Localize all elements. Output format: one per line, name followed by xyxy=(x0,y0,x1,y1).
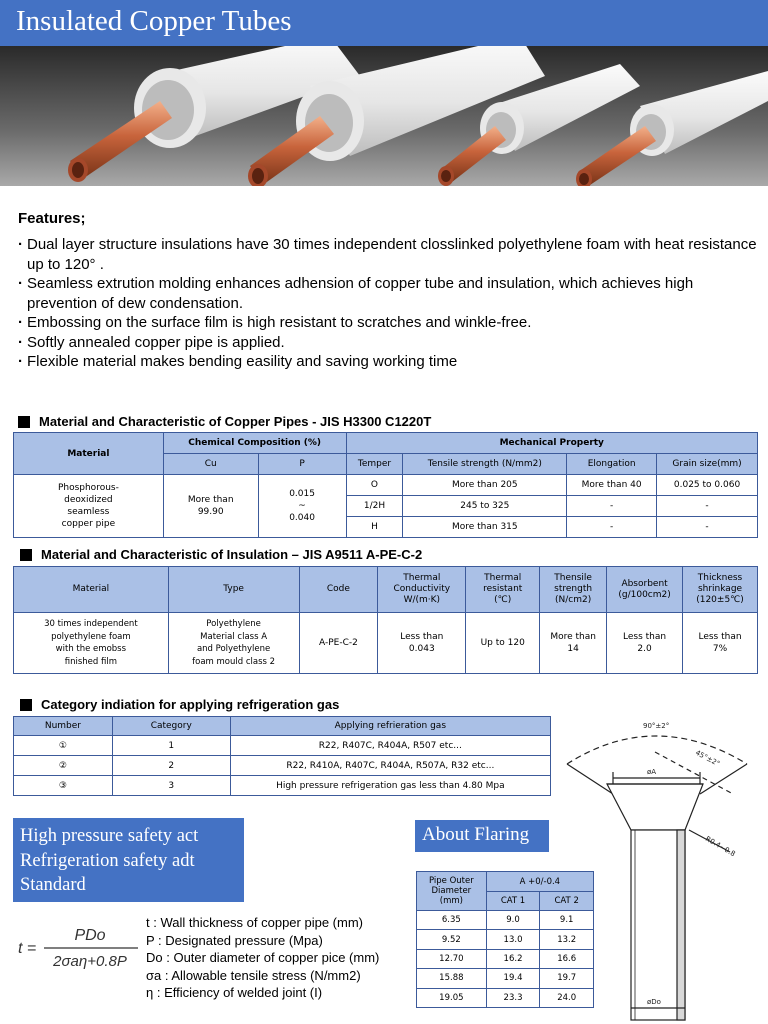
product-photo-art xyxy=(0,46,768,186)
table-header-row xyxy=(14,717,551,736)
legend-item: σa : Allowable tensile stress (N/mm2) xyxy=(146,967,361,983)
cell-elongation: - xyxy=(567,496,657,517)
formula-numerator: PDo xyxy=(74,927,106,944)
product-photo xyxy=(0,46,768,186)
category-section-title: Category indiation for applying refrigeration gas xyxy=(41,697,340,712)
feature-item: · Seamless extrution molding enhances adhension of copper tube and insulation, which achieves high prevention of dew condensation. xyxy=(18,274,758,313)
about-flaring-box xyxy=(415,820,549,852)
title-bar xyxy=(0,0,768,46)
bullet-square-icon xyxy=(18,416,30,428)
header-thickness-shrinkage: Thickness shrinkage (120±5℃) xyxy=(683,567,758,613)
header-cat2: CAT 2 xyxy=(540,892,594,911)
flare-diagram xyxy=(555,712,765,1022)
page-title: Insulated Copper Tubes xyxy=(16,5,292,37)
label-top-angle: 90°±2° xyxy=(643,722,670,730)
features-list xyxy=(18,235,758,372)
cell-cat2: 9.1 xyxy=(540,911,594,930)
legend-item: Do : Outer diameter of copper pice (mm) xyxy=(146,950,380,965)
cell-number: ① xyxy=(14,736,113,756)
cell-diameter: 6.35 xyxy=(417,911,487,930)
cell-thickness-shrinkage: Less than 7% xyxy=(683,613,758,674)
cell-cat2: 13.2 xyxy=(540,930,594,949)
cell-diameter: 9.52 xyxy=(417,930,487,949)
legend-item: t : Wall thickness of copper pipe (mm) xyxy=(146,915,363,930)
cell-tensile: More than 315 xyxy=(403,517,567,538)
bullet-square-icon xyxy=(20,549,32,561)
cell-temper: H xyxy=(346,517,403,538)
cell-type: Polyethylene Material class A and Polyethylene foam mould class 2 xyxy=(168,613,299,674)
header-type: Type xyxy=(168,567,299,613)
header-tensile: Tensile strength (N/mm2) xyxy=(403,454,567,475)
cell-gas: R22, R407C, R404A, R507 etc... xyxy=(230,736,550,756)
label-do: øDo xyxy=(647,998,661,1006)
cell-absorbent: Less than 2.0 xyxy=(607,613,683,674)
table-row xyxy=(14,736,551,756)
header-absorbent: Absorbent (g/100cm2) xyxy=(607,567,683,613)
cell-grain: 0.025 to 0.060 xyxy=(657,475,758,496)
legend-item: η : Efficiency of welded joint (I) xyxy=(146,985,323,1000)
header-category: Category xyxy=(112,717,230,736)
safety-line: Refrigeration safety adt xyxy=(20,850,195,871)
insulation-properties-table xyxy=(13,566,758,674)
feature-item: · Dual layer structure insulations have 30 times independent closslinked polyethylene foam with heat resistance up to 120° . xyxy=(18,235,758,274)
tube-wall xyxy=(677,830,685,1020)
safety-line: Standard xyxy=(20,875,86,895)
header-material: Material xyxy=(14,433,164,475)
cell-tensile: 245 to 325 xyxy=(403,496,567,517)
cell-tensile-strength: More than 14 xyxy=(540,613,607,674)
formula-legend xyxy=(146,914,379,1002)
cell-grain: - xyxy=(657,496,758,517)
feature-item: · Softly annealed copper pipe is applied. xyxy=(18,333,758,353)
header-a-tolerance: A +0/-0.4 xyxy=(486,872,593,892)
features-section xyxy=(18,210,758,372)
header-elongation: Elongation xyxy=(567,454,657,475)
copper-section-heading xyxy=(18,414,431,429)
cell-elongation: More than 40 xyxy=(567,475,657,496)
cell-number: ② xyxy=(14,756,113,776)
header-number: Number xyxy=(14,717,113,736)
header-diameter: Pipe Outer Diameter (mm) xyxy=(417,872,487,911)
bullet-square-icon xyxy=(20,699,32,711)
cell-cat1: 13.0 xyxy=(486,930,540,949)
flare-diagram-art xyxy=(555,712,765,1022)
header-p: P xyxy=(258,454,346,475)
cell-cat1: 19.4 xyxy=(486,969,540,988)
cell-thermal-conductivity: Less than 0.043 xyxy=(378,613,466,674)
header-thermal-resistant: Thermal resistant (℃) xyxy=(466,567,540,613)
cell-cat1: 16.2 xyxy=(486,949,540,968)
cell-diameter: 19.05 xyxy=(417,988,487,1007)
cell-elongation: - xyxy=(567,517,657,538)
flare-cone xyxy=(607,784,703,830)
flare-left-edge xyxy=(567,764,613,794)
cell-material: Phosphorous- deoxidized seamless copper pipe xyxy=(14,475,164,538)
cell-p: 0.015 ~ 0.040 xyxy=(258,475,346,538)
cell-cat2: 16.6 xyxy=(540,949,594,968)
cell-cat1: 23.3 xyxy=(486,988,540,1007)
about-flaring-title: About Flaring xyxy=(422,824,530,845)
insulation-section-heading xyxy=(20,547,422,562)
legend-item: P : Designated pressure (Mpa) xyxy=(146,932,323,948)
header-gas: Applying refrieration gas xyxy=(230,717,550,736)
cell-diameter: 12.70 xyxy=(417,949,487,968)
table-header-row xyxy=(14,433,758,454)
feature-item: · Embossing on the surface film is high resistant to scratches and winkle-free. xyxy=(18,313,758,333)
table-row xyxy=(14,776,551,796)
table-row xyxy=(14,475,758,496)
feature-item: · Flexible material makes bending easility and saving working time xyxy=(18,352,758,372)
formula-denominator: 2σaη+0.8P xyxy=(53,953,127,970)
cell-diameter: 15.88 xyxy=(417,969,487,988)
cell-code: A-PE-C-2 xyxy=(299,613,378,674)
header-code: Code xyxy=(299,567,378,613)
cell-grain: - xyxy=(657,517,758,538)
category-section-heading xyxy=(20,697,339,712)
cell-temper: O xyxy=(346,475,403,496)
cell-gas: High pressure refrigeration gas less than 4.80 Mpa xyxy=(230,776,550,796)
header-cu: Cu xyxy=(163,454,258,475)
cell-category: 1 xyxy=(112,736,230,756)
cell-cat2: 24.0 xyxy=(540,988,594,1007)
cell-cu: More than 99.90 xyxy=(163,475,258,538)
copper-section-title: Material and Characteristic of Copper Pipes - JIS H3300 C1220T xyxy=(39,414,432,429)
formula-art xyxy=(16,918,144,978)
label-r: R0.4~0.8 xyxy=(704,834,737,859)
cell-cat1: 9.0 xyxy=(486,911,540,930)
cell-number: ③ xyxy=(14,776,113,796)
cell-category: 3 xyxy=(112,776,230,796)
cell-gas: R22, R410A, R407C, R404A, R507A, R32 etc... xyxy=(230,756,550,776)
safety-act-box xyxy=(13,818,244,902)
header-material: Material xyxy=(14,567,169,613)
insulation-section-title: Material and Characteristic of Insulation – JIS A9511 A-PE-C-2 xyxy=(41,547,423,562)
table-row xyxy=(14,756,551,776)
header-mechanical: Mechanical Property xyxy=(346,433,758,454)
header-grain: Grain size(mm) xyxy=(657,454,758,475)
label-a: øA xyxy=(647,768,657,776)
table-row xyxy=(14,613,758,674)
table-header-row xyxy=(14,567,758,613)
cell-temper: 1/2H xyxy=(346,496,403,517)
category-table xyxy=(13,716,551,796)
features-heading: Features; xyxy=(18,210,86,227)
cell-tensile: More than 205 xyxy=(403,475,567,496)
label-flare-angle: 45°±2° xyxy=(694,748,721,769)
cell-cat2: 19.7 xyxy=(540,969,594,988)
flare-right-edge xyxy=(700,764,747,794)
header-cat1: CAT 1 xyxy=(486,892,540,911)
cell-material: 30 times independent polyethylene foam with the emobss finished film xyxy=(14,613,169,674)
formula-lhs: t = xyxy=(18,940,37,957)
cell-thermal-resistant: Up to 120 xyxy=(466,613,540,674)
wall-thickness-formula xyxy=(16,918,144,978)
header-chemical: Chemical Composition (%) xyxy=(163,433,346,454)
header-tensile-strength: Thensile strength (N/cm2) xyxy=(540,567,607,613)
header-thermal-conductivity: Thermal Conductivity W/(m·K) xyxy=(378,567,466,613)
header-temper: Temper xyxy=(346,454,403,475)
cell-category: 2 xyxy=(112,756,230,776)
copper-properties-table xyxy=(13,432,758,538)
safety-line: High pressure safety act xyxy=(20,826,199,846)
